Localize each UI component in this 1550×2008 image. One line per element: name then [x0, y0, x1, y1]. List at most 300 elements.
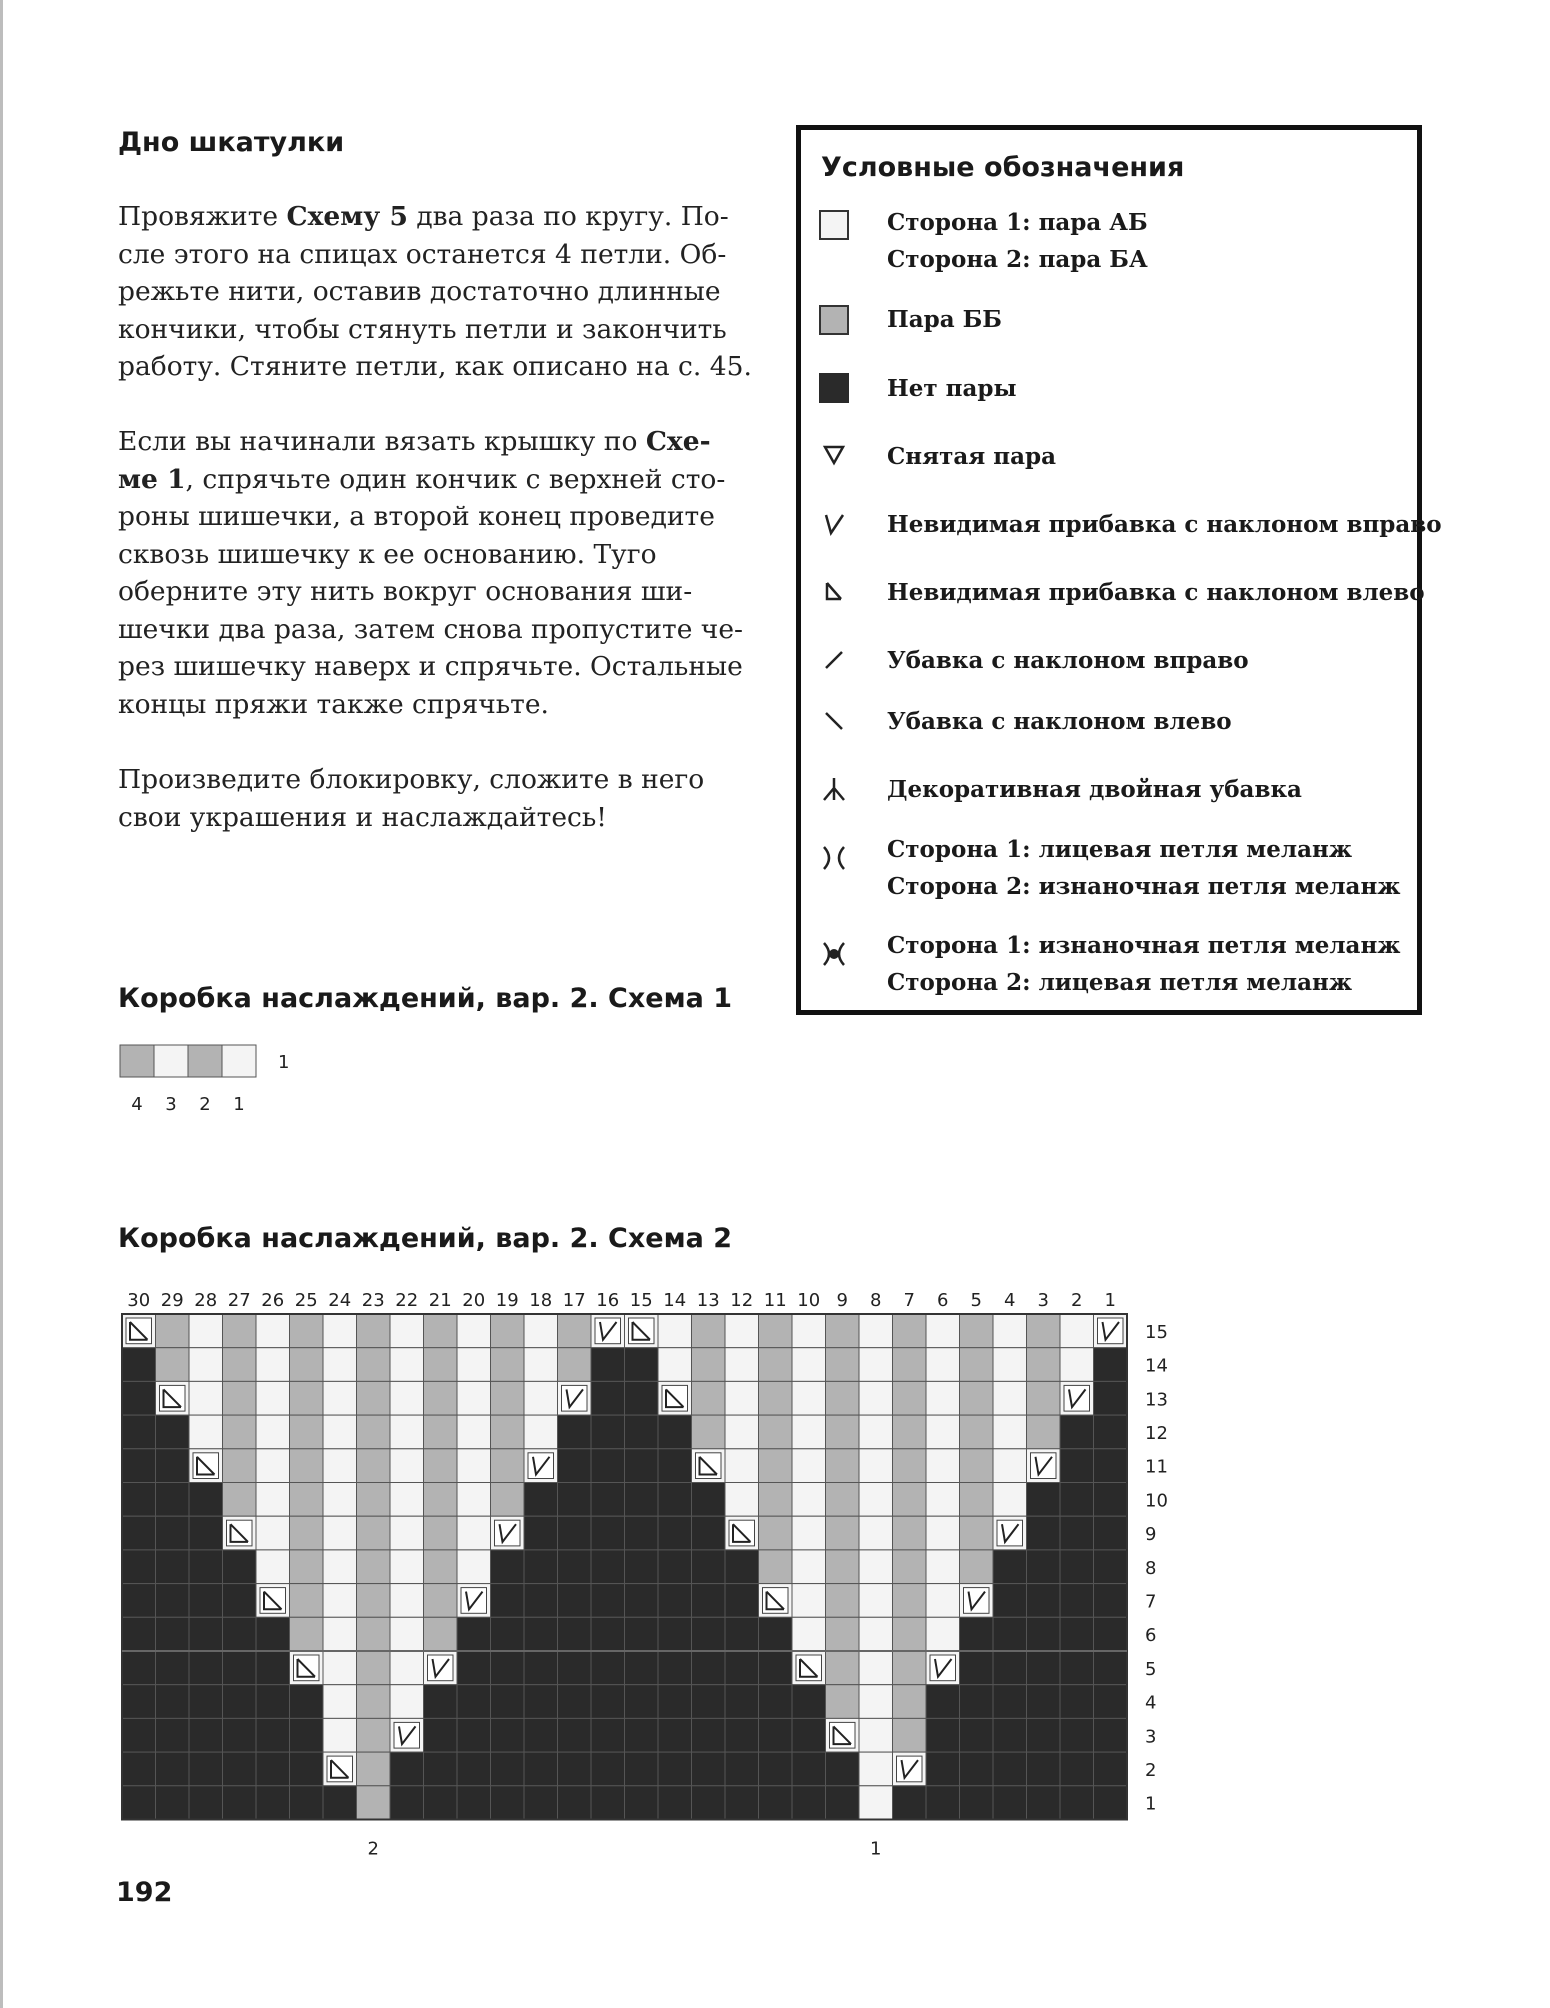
chart2-row-label: 8	[1145, 1557, 1157, 1579]
chart2-cell	[591, 1617, 625, 1651]
chart2-cell	[357, 1415, 391, 1449]
chart2-cell	[692, 1752, 726, 1786]
chart2-cell	[993, 1415, 1027, 1449]
chart2-cell	[558, 1449, 592, 1483]
chart2-cell	[524, 1584, 558, 1618]
invisible-increase-right-icon	[819, 509, 853, 543]
chart2-cell	[256, 1381, 290, 1415]
chart2-cell	[692, 1483, 726, 1517]
chart2-cell	[156, 1786, 190, 1820]
chart2-cell	[457, 1449, 491, 1483]
legend-label	[887, 204, 1148, 278]
chart2-cell	[290, 1483, 324, 1517]
chart2-cell	[457, 1550, 491, 1584]
chart2-cell	[725, 1752, 759, 1786]
chart2-cell	[357, 1584, 391, 1618]
chart2-cell	[390, 1685, 424, 1719]
chart2-cell	[1060, 1651, 1094, 1685]
chart2-cell	[993, 1314, 1027, 1348]
chart2-cell	[759, 1718, 793, 1752]
chart2-cell	[1027, 1483, 1061, 1517]
chart2-row-label: 10	[1145, 1490, 1168, 1512]
chart2-cell	[625, 1516, 659, 1550]
chart2-cell	[491, 1314, 525, 1348]
chart2-cell	[390, 1483, 424, 1517]
chart2-cell	[658, 1685, 692, 1719]
chart2-col-label: 13	[696, 1290, 720, 1311]
legend-label: Декоративная двойная убавка	[887, 776, 1302, 803]
chart2-cell	[524, 1550, 558, 1584]
chart2-cell	[424, 1584, 458, 1618]
text-line: концы пряжи также спрячьте.	[118, 688, 549, 720]
chart2-cell	[658, 1381, 692, 1415]
bold-reference: ме 1	[118, 463, 186, 495]
chart2-cell	[357, 1550, 391, 1584]
chart2-cell	[625, 1415, 659, 1449]
chart2-title: Коробка наслаждений, вар. 2. Схема 2	[118, 1223, 733, 1254]
chart2-cell	[859, 1483, 893, 1517]
chart2-cell	[826, 1483, 860, 1517]
chart2-grid	[100, 1285, 1200, 1875]
chart2-col-label: 22	[395, 1290, 419, 1311]
chart2-col-label: 25	[294, 1290, 318, 1311]
chart2-cell	[893, 1516, 927, 1550]
chart1-col-label: 4	[131, 1094, 143, 1115]
chart2-cell	[926, 1651, 960, 1685]
chart2-cell	[223, 1786, 257, 1820]
chart2-cell	[926, 1752, 960, 1786]
chart2-cell	[725, 1314, 759, 1348]
chart2-cell	[457, 1617, 491, 1651]
chart2-cell	[826, 1584, 860, 1618]
chart2-cell	[290, 1584, 324, 1618]
chart2-cell	[759, 1483, 793, 1517]
chart2-cell	[558, 1516, 592, 1550]
chart2-cell	[1027, 1584, 1061, 1618]
legend-label: Невидимая прибавка с наклоном влево	[887, 579, 1425, 606]
chart2-cell	[591, 1786, 625, 1820]
chart2-cell	[893, 1550, 927, 1584]
chart2-cell	[323, 1584, 357, 1618]
chart2-cell	[926, 1483, 960, 1517]
light-square-icon	[819, 210, 853, 244]
chart2-cell	[960, 1381, 994, 1415]
chart2-cell	[591, 1516, 625, 1550]
chart2-cell	[692, 1415, 726, 1449]
chart2-col-label: 8	[870, 1290, 882, 1311]
chart2-cell	[1027, 1415, 1061, 1449]
chart2-cell	[156, 1718, 190, 1752]
chart2-cell	[1027, 1550, 1061, 1584]
chart2-cell	[156, 1651, 190, 1685]
chart2-cell	[122, 1651, 156, 1685]
chart2-cell	[424, 1651, 458, 1685]
chart2-cell	[625, 1381, 659, 1415]
chart2-cell	[323, 1516, 357, 1550]
chart2-cell	[390, 1651, 424, 1685]
chart2-cell	[625, 1651, 659, 1685]
chart2-cell	[524, 1752, 558, 1786]
chart2-cell	[625, 1685, 659, 1719]
chart2-cell	[725, 1348, 759, 1382]
chart2-cell	[223, 1483, 257, 1517]
chart2-cell	[558, 1415, 592, 1449]
chart2-cell	[189, 1617, 223, 1651]
decrease-right-icon	[819, 645, 853, 679]
chart2-cell	[725, 1786, 759, 1820]
chart2-cell	[725, 1617, 759, 1651]
chart2-cell	[591, 1550, 625, 1584]
chart2-cell	[993, 1718, 1027, 1752]
chart2-cell	[591, 1718, 625, 1752]
chart2-cell	[1094, 1348, 1128, 1382]
chart2-cell	[759, 1348, 793, 1382]
chart2-cell	[1027, 1449, 1061, 1483]
chart2-cell	[491, 1786, 525, 1820]
chart2-cell	[658, 1348, 692, 1382]
melange-purl-icon	[819, 939, 853, 973]
chart2-cell	[926, 1348, 960, 1382]
chart2-cell	[792, 1516, 826, 1550]
chart2-cell	[658, 1449, 692, 1483]
chart2-cell	[1094, 1550, 1128, 1584]
chart2-cell	[357, 1348, 391, 1382]
chart2-cell	[1027, 1314, 1061, 1348]
chart2-row-label: 3	[1145, 1726, 1157, 1748]
chart2-cell	[926, 1381, 960, 1415]
chart2-cell	[189, 1584, 223, 1618]
chart2-cell	[1094, 1483, 1128, 1517]
text-span: , спрячьте один кончик с верхней сто-	[185, 463, 726, 495]
chart2-cell	[591, 1449, 625, 1483]
chart2-cell	[960, 1550, 994, 1584]
chart2-cell	[993, 1685, 1027, 1719]
page-number: 192	[116, 1877, 173, 1908]
chart2-cell	[1060, 1550, 1094, 1584]
chart2-cell	[859, 1651, 893, 1685]
chart2-cell	[859, 1415, 893, 1449]
chart2-row-label: 4	[1145, 1692, 1157, 1714]
text-line: режьте нити, оставив достаточно длинные	[118, 276, 721, 307]
chart2-cell	[189, 1651, 223, 1685]
chart2-cell	[893, 1449, 927, 1483]
text-line	[118, 198, 758, 236]
chart2-row-label: 1	[1145, 1793, 1157, 1815]
chart2-cell	[457, 1381, 491, 1415]
chart2-cell	[122, 1483, 156, 1517]
chart2-cell	[658, 1752, 692, 1786]
chart2-cell	[357, 1685, 391, 1719]
chart2-cell	[558, 1752, 592, 1786]
chart2-cell	[625, 1550, 659, 1584]
chart2-row-label: 9	[1145, 1524, 1157, 1546]
chart2-cell	[759, 1550, 793, 1584]
text-line: роны шишечки, а второй конец проведите	[118, 501, 715, 532]
chart2-cell	[390, 1718, 424, 1752]
chart2-cell	[424, 1348, 458, 1382]
legend-label: Невидимая прибавка с наклоном вправо	[887, 511, 1442, 538]
chart2-cell	[156, 1449, 190, 1483]
chart2-cell	[1060, 1483, 1094, 1517]
chart2-cell	[725, 1584, 759, 1618]
chart2-cell	[759, 1584, 793, 1618]
chart2-cell	[390, 1314, 424, 1348]
text-span: Провяжите	[118, 201, 287, 232]
chart2-cell	[1094, 1516, 1128, 1550]
chart2-col-label: 14	[663, 1290, 687, 1311]
chart2-cell	[1060, 1718, 1094, 1752]
chart2-cell	[1060, 1314, 1094, 1348]
chart2-cell	[491, 1651, 525, 1685]
chart2-cell	[491, 1516, 525, 1550]
chart2-col-label: 12	[730, 1290, 754, 1311]
chart2-cell	[390, 1348, 424, 1382]
chart2-cell	[189, 1516, 223, 1550]
chart2-cell	[223, 1550, 257, 1584]
chart2-cell	[692, 1786, 726, 1820]
chart2-cell	[692, 1718, 726, 1752]
chart2-cell	[457, 1651, 491, 1685]
chart2-cell	[658, 1550, 692, 1584]
bold-reference: Схему 5	[286, 201, 408, 232]
gray-square-icon	[819, 305, 853, 339]
chart2-cell	[926, 1685, 960, 1719]
chart2-cell	[993, 1617, 1027, 1651]
chart2-cell	[960, 1584, 994, 1618]
chart2-cell	[491, 1550, 525, 1584]
chart2-cell	[591, 1381, 625, 1415]
chart2-col-label: 18	[529, 1290, 553, 1311]
chart1-cell	[222, 1045, 256, 1077]
chart2-cell	[491, 1415, 525, 1449]
chart2-cell	[960, 1752, 994, 1786]
chart2-cell	[256, 1348, 290, 1382]
text-line: Произведите блокировку, сложите в него	[118, 764, 705, 795]
chart2-cell	[558, 1786, 592, 1820]
chart2-cell	[189, 1685, 223, 1719]
chart2-cell	[256, 1752, 290, 1786]
chart2-cell	[993, 1752, 1027, 1786]
chart2-cell	[792, 1617, 826, 1651]
chart2-cell	[290, 1752, 324, 1786]
chart2-cell	[893, 1381, 927, 1415]
chart2-col-label: 20	[462, 1290, 486, 1311]
chart2-cell	[759, 1752, 793, 1786]
chart2-cell	[558, 1584, 592, 1618]
chart2-cell	[658, 1584, 692, 1618]
chart2-cell	[926, 1718, 960, 1752]
chart2-cell	[826, 1752, 860, 1786]
chart2-cell	[792, 1550, 826, 1584]
chart2-cell	[1027, 1718, 1061, 1752]
chart2-cell	[524, 1685, 558, 1719]
chart2-cell	[960, 1786, 994, 1820]
chart2-cell	[290, 1348, 324, 1382]
chart2-cell	[1094, 1786, 1128, 1820]
chart2-cell	[290, 1550, 324, 1584]
chart2-cell	[256, 1516, 290, 1550]
chart2-row-label: 13	[1145, 1389, 1168, 1411]
chart2-cell	[524, 1617, 558, 1651]
chart2-cell	[658, 1651, 692, 1685]
chart2-cell	[993, 1516, 1027, 1550]
chart2-cell	[189, 1314, 223, 1348]
chart2-cell	[826, 1685, 860, 1719]
chart2-cell	[591, 1415, 625, 1449]
chart2-cell	[1060, 1786, 1094, 1820]
chart2-cell	[223, 1651, 257, 1685]
chart2-cell	[457, 1718, 491, 1752]
chart2-col-label: 24	[328, 1290, 352, 1311]
chart2-cell	[591, 1685, 625, 1719]
chart2-cell	[290, 1718, 324, 1752]
chart2-cell	[1060, 1381, 1094, 1415]
chart2-cell	[390, 1584, 424, 1618]
chart2-cell	[290, 1314, 324, 1348]
chart2-cell	[223, 1314, 257, 1348]
chart2-cell	[256, 1550, 290, 1584]
chart2-row-label: 7	[1145, 1591, 1157, 1613]
chart2-cell	[1094, 1449, 1128, 1483]
chart2-col-label: 1	[1104, 1290, 1116, 1311]
chart2-cell	[625, 1718, 659, 1752]
chart1-row-label: 1	[278, 1052, 290, 1073]
chart2-cell	[759, 1415, 793, 1449]
chart2-cell	[491, 1449, 525, 1483]
chart2-cell	[558, 1348, 592, 1382]
chart2-cell	[658, 1314, 692, 1348]
chart2-cell	[826, 1617, 860, 1651]
legend-line: Сторона 1: изнаночная петля меланж	[887, 932, 1401, 959]
chart2-cell	[591, 1348, 625, 1382]
chart2-cell	[993, 1483, 1027, 1517]
chart2-cell	[893, 1415, 927, 1449]
chart2-cell	[156, 1584, 190, 1618]
chart2-cell	[156, 1752, 190, 1786]
chart2-cell	[457, 1786, 491, 1820]
chart2-cell	[457, 1483, 491, 1517]
chart2-col-label: 10	[797, 1290, 821, 1311]
chart2-cell	[323, 1449, 357, 1483]
chart2-cell	[223, 1685, 257, 1719]
chart2-cell	[960, 1415, 994, 1449]
chart2-cell	[893, 1483, 927, 1517]
chart2-cell	[1060, 1516, 1094, 1550]
chart2-cell	[692, 1617, 726, 1651]
chart2-cell	[156, 1415, 190, 1449]
chart2-cell	[993, 1550, 1027, 1584]
chart2-cell	[625, 1584, 659, 1618]
chart2-cell	[759, 1516, 793, 1550]
chart2-cell	[357, 1718, 391, 1752]
chart2-cell	[424, 1685, 458, 1719]
chart2-cell	[826, 1314, 860, 1348]
chart2-cell	[960, 1314, 994, 1348]
chart2-cell	[625, 1348, 659, 1382]
chart2-cell	[189, 1718, 223, 1752]
chart2-cell	[424, 1617, 458, 1651]
chart2-cell	[759, 1685, 793, 1719]
chart2-cell	[357, 1617, 391, 1651]
chart2-cell	[524, 1348, 558, 1382]
chart2-cell	[156, 1348, 190, 1382]
chart2-cell	[256, 1718, 290, 1752]
chart2-cell	[926, 1617, 960, 1651]
chart2-col-label: 9	[836, 1290, 848, 1311]
text-line	[118, 423, 758, 461]
chart2-cell	[926, 1584, 960, 1618]
paragraph-1	[118, 198, 758, 386]
chart2-cell	[725, 1483, 759, 1517]
chart2-cell	[223, 1381, 257, 1415]
chart2-cell	[390, 1516, 424, 1550]
chart2-row-label: 5	[1145, 1658, 1157, 1680]
legend-label: Убавка с наклоном вправо	[887, 647, 1249, 674]
chart2-cell	[725, 1651, 759, 1685]
chart2-cell	[457, 1415, 491, 1449]
chart2-cell	[323, 1651, 357, 1685]
chart2-cell	[893, 1617, 927, 1651]
chart2-cell	[122, 1752, 156, 1786]
chart2-cell	[558, 1651, 592, 1685]
chart2-row-label: 2	[1145, 1759, 1157, 1781]
chart2-cell	[156, 1617, 190, 1651]
chart2-cell	[826, 1381, 860, 1415]
chart2-cell	[591, 1651, 625, 1685]
chart2-cell	[692, 1584, 726, 1618]
chart2-cell	[357, 1483, 391, 1517]
chart2-cell	[591, 1584, 625, 1618]
triangle-down-icon	[819, 441, 853, 475]
chart2-cell	[290, 1651, 324, 1685]
invisible-increase-left-icon	[819, 577, 853, 611]
text-span: Если вы начинали вязать крышку по	[118, 426, 646, 457]
chart2-cell	[759, 1314, 793, 1348]
chart2-cell	[390, 1617, 424, 1651]
chart2-cell	[692, 1651, 726, 1685]
chart2-cell	[859, 1752, 893, 1786]
chart2-cell	[960, 1651, 994, 1685]
chart2-cell	[323, 1381, 357, 1415]
chart2-cell	[558, 1617, 592, 1651]
chart2-cell	[993, 1449, 1027, 1483]
text-line: сквозь шишечку к ее основанию. Туго	[118, 538, 657, 570]
chart2-row-label: 12	[1145, 1422, 1168, 1444]
chart2-col-label: 6	[937, 1290, 949, 1311]
decrease-left-icon	[819, 706, 853, 740]
chart2-cell	[323, 1752, 357, 1786]
chart2-cell	[1060, 1685, 1094, 1719]
chart2-cell	[692, 1516, 726, 1550]
chart2-cell	[122, 1617, 156, 1651]
legend-label: Нет пары	[887, 375, 1017, 402]
chart2-cell	[759, 1786, 793, 1820]
chart1-cell	[120, 1045, 154, 1077]
chart2-cell	[491, 1584, 525, 1618]
chart2-cell	[223, 1718, 257, 1752]
chart2-cell	[390, 1381, 424, 1415]
chart2-cell	[223, 1584, 257, 1618]
chart2-repeat-label: 1	[870, 1838, 882, 1860]
chart2-cell	[926, 1449, 960, 1483]
chart2-cell	[122, 1550, 156, 1584]
chart2-cell	[759, 1617, 793, 1651]
chart2-cell	[457, 1348, 491, 1382]
chart2-cell	[859, 1786, 893, 1820]
chart2-cell	[390, 1550, 424, 1584]
chart2-cell	[1094, 1584, 1128, 1618]
chart2-cell	[290, 1516, 324, 1550]
